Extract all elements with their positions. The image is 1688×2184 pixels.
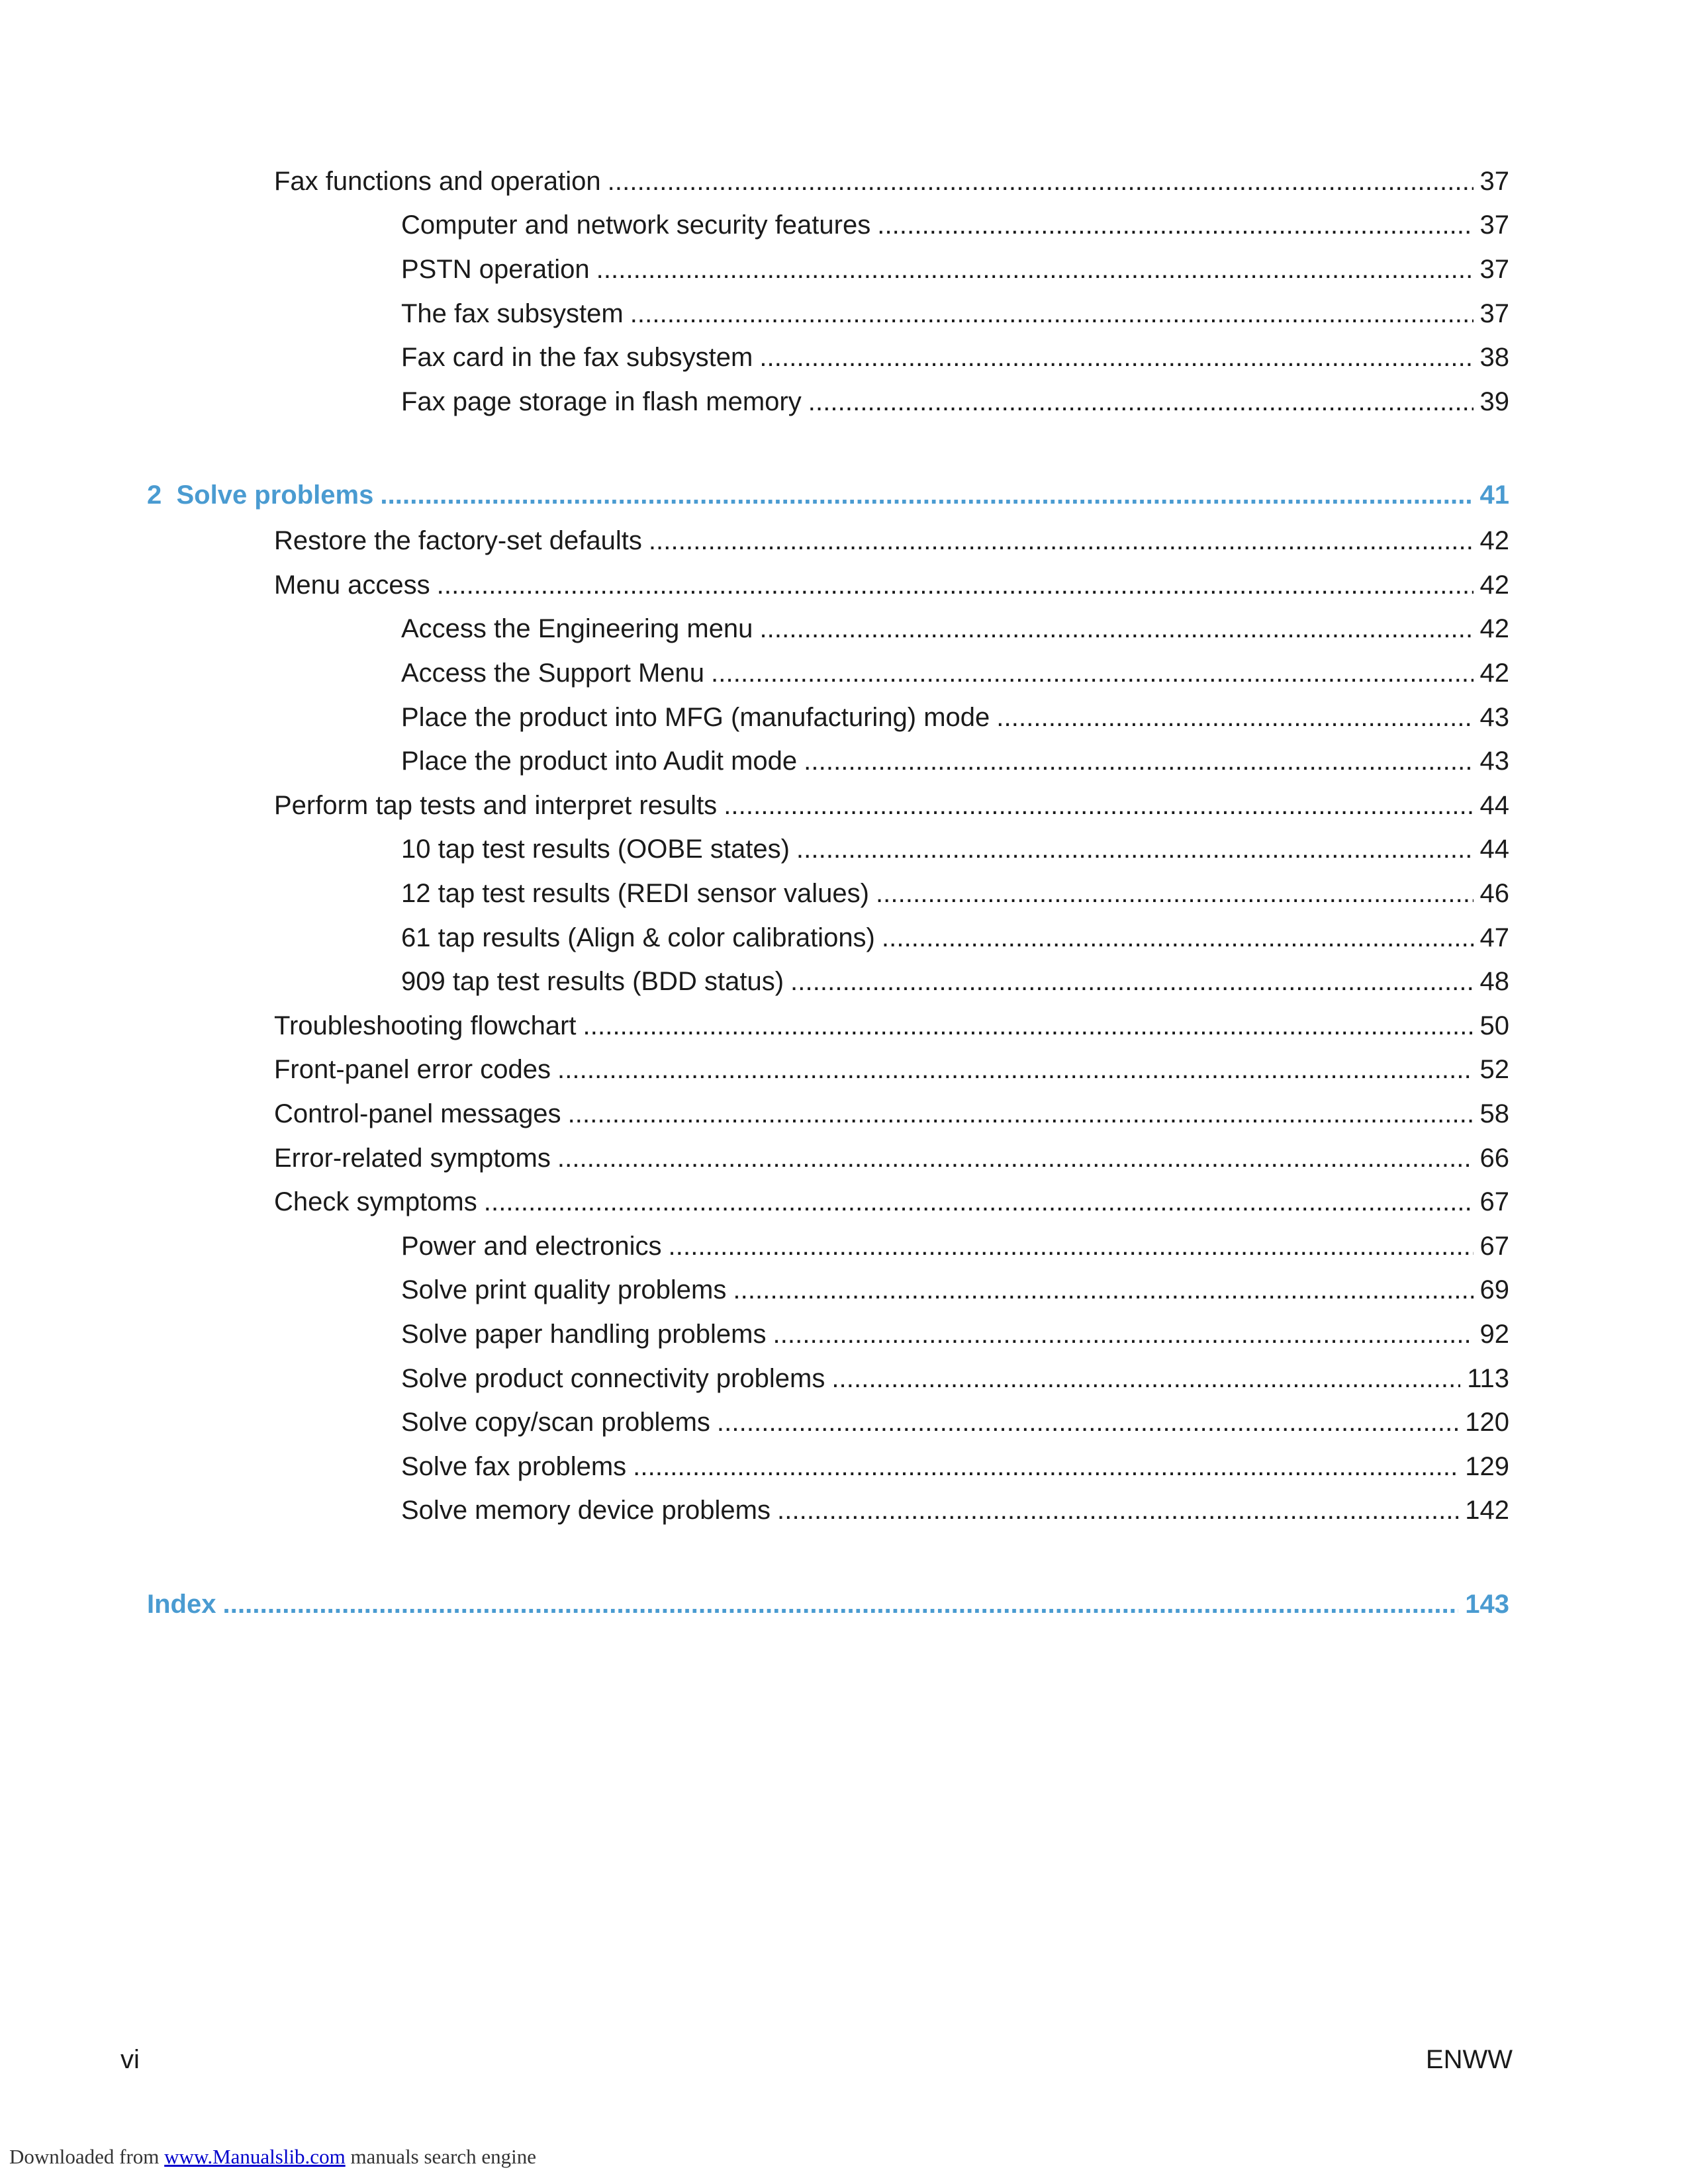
dot-leader <box>717 1406 1458 1438</box>
toc-entry-title: Place the product into Audit mode <box>401 747 798 776</box>
toc-entry-title: Solve memory device problems <box>401 1496 771 1525</box>
toc-entry-title: Solve print quality problems <box>401 1275 727 1304</box>
toc-entry-title: Fax functions and operation <box>274 167 601 196</box>
toc-entry-page: 142 <box>1465 1496 1509 1525</box>
toc-entry-paper-handling[interactable] <box>401 1318 1509 1350</box>
dot-leader <box>759 341 1473 373</box>
toc-entry-title: Front-panel error codes <box>274 1055 551 1084</box>
toc-chapter-page: 41 <box>1479 480 1509 510</box>
dot-leader <box>583 1010 1474 1042</box>
dot-leader <box>630 298 1474 330</box>
toc-entry-title: Solve product connectivity problems <box>401 1364 825 1393</box>
toc-entry-page: 47 <box>1479 923 1509 952</box>
toc-entry-page: 46 <box>1479 879 1509 908</box>
toc-entry-title: Menu access <box>274 570 430 600</box>
toc-entry-title: 61 tap results (Align & color calibrations) <box>401 923 875 952</box>
toc-entry-title: 909 tap test results (BDD status) <box>401 967 784 996</box>
toc-entry-title: Check symptoms <box>274 1187 477 1216</box>
download-note-suffix: manuals search engine <box>350 2145 537 2168</box>
toc-entry-page: 43 <box>1479 703 1509 732</box>
toc-entry-page: 37 <box>1479 255 1509 284</box>
toc-entry-front-panel-error-codes[interactable] <box>274 1054 1509 1085</box>
toc-entry-page: 37 <box>1479 167 1509 196</box>
toc-chapter-title: Index <box>147 1590 216 1619</box>
dot-leader <box>733 1274 1473 1306</box>
toc-entry-pstn-operation[interactable] <box>401 253 1509 285</box>
toc-entry-restore-defaults[interactable] <box>274 525 1509 557</box>
footer-doc-code: ENWW <box>1425 2045 1513 2074</box>
toc-entry-title: 12 tap test results (REDI sensor values) <box>401 879 869 908</box>
toc-entry-copy-scan[interactable] <box>401 1406 1509 1438</box>
toc-entry-10-tap[interactable] <box>401 833 1509 865</box>
toc-entry-title: Fax page storage in flash memory <box>401 387 802 416</box>
toc-entry-tap-tests[interactable] <box>274 790 1509 821</box>
toc-chapter-title: 2 Solve problems <box>147 480 374 510</box>
toc-entry-title: Solve paper handling problems <box>401 1320 767 1349</box>
toc-entry-mfg-mode[interactable] <box>401 702 1509 733</box>
toc-entry-security-features[interactable] <box>401 209 1509 241</box>
toc-entry-page: 58 <box>1479 1099 1509 1128</box>
toc-entry-audit-mode[interactable] <box>401 745 1509 777</box>
toc-entry-page: 67 <box>1479 1187 1509 1216</box>
dot-leader <box>808 386 1474 418</box>
toc-entry-title: 10 tap test results (OOBE states) <box>401 835 790 864</box>
dot-leader <box>669 1230 1474 1262</box>
toc-entry-page: 50 <box>1479 1011 1509 1040</box>
dot-leader <box>796 833 1474 865</box>
dot-leader <box>380 479 1473 511</box>
toc-entry-page: 44 <box>1479 791 1509 820</box>
dot-leader <box>557 1142 1474 1174</box>
toc-entry-page: 37 <box>1479 299 1509 328</box>
dot-leader <box>437 569 1474 601</box>
toc-entry-fax-problems[interactable] <box>401 1451 1509 1482</box>
toc-entry-page: 129 <box>1465 1452 1509 1481</box>
dot-leader <box>724 790 1473 821</box>
dot-leader <box>876 878 1474 909</box>
toc-entry-page: 37 <box>1479 210 1509 240</box>
toc-entry-page: 43 <box>1479 747 1509 776</box>
toc-entry-title: The fax subsystem <box>401 299 624 328</box>
dot-leader <box>996 702 1473 733</box>
toc-entry-title: Power and electronics <box>401 1232 662 1261</box>
toc-entry-check-symptoms[interactable] <box>274 1186 1509 1218</box>
toc-entry-title: Troubleshooting flowchart <box>274 1011 577 1040</box>
dot-leader <box>711 657 1473 689</box>
toc-entry-error-related-symptoms[interactable] <box>274 1142 1509 1174</box>
toc-chapter-index[interactable] <box>147 1588 1509 1620</box>
toc-entry-fax-subsystem[interactable] <box>401 298 1509 330</box>
toc-entry-title: Place the product into MFG (manufacturing) mode <box>401 703 990 732</box>
toc-entry-page: 44 <box>1479 835 1509 864</box>
toc-entry-fax-card[interactable] <box>401 341 1509 373</box>
toc-entry-page: 39 <box>1479 387 1509 416</box>
toc-entry-909-tap[interactable] <box>401 966 1509 997</box>
toc-entry-title: Restore the factory-set defaults <box>274 526 642 555</box>
toc-entry-page: 42 <box>1479 570 1509 600</box>
dot-leader <box>222 1588 1458 1620</box>
toc-entry-troubleshooting-flowchart[interactable] <box>274 1010 1509 1042</box>
toc-entry-title: Control-panel messages <box>274 1099 561 1128</box>
dot-leader <box>633 1451 1458 1482</box>
toc-entry-title: Solve copy/scan problems <box>401 1408 710 1437</box>
dot-leader <box>557 1054 1474 1085</box>
toc-entry-page: 69 <box>1479 1275 1509 1304</box>
dot-leader <box>608 165 1474 197</box>
toc-entry-title: Perform tap tests and interpret results <box>274 791 718 820</box>
toc-entry-title: Computer and network security features <box>401 210 871 240</box>
toc-entry-menu-access[interactable] <box>274 569 1509 601</box>
dot-leader <box>773 1318 1473 1350</box>
toc-entry-61-tap[interactable] <box>401 922 1509 954</box>
dot-leader <box>831 1363 1460 1394</box>
toc-entry-title: Solve fax problems <box>401 1452 627 1481</box>
toc-entry-fax-page-storage[interactable] <box>401 386 1509 418</box>
toc-entry-support-menu[interactable] <box>401 657 1509 689</box>
dot-leader <box>484 1186 1474 1218</box>
toc-entry-power-electronics[interactable] <box>401 1230 1509 1262</box>
download-note <box>9 2144 536 2169</box>
toc-entry-page: 66 <box>1479 1144 1509 1173</box>
toc-entry-title: Access the Engineering menu <box>401 614 753 643</box>
toc-entry-engineering-menu[interactable] <box>401 613 1509 645</box>
toc-entry-page: 38 <box>1479 343 1509 372</box>
dot-leader <box>790 966 1473 997</box>
toc-entry-fax-functions[interactable] <box>274 165 1509 197</box>
toc-entry-page: 42 <box>1479 659 1509 688</box>
toc-entry-title: Access the Support Menu <box>401 659 705 688</box>
toc-entry-connectivity[interactable] <box>401 1363 1509 1394</box>
footer-page-number: vi <box>120 2045 140 2074</box>
dot-leader <box>649 525 1474 557</box>
toc-entry-page: 42 <box>1479 614 1509 643</box>
toc-chapter-page: 143 <box>1465 1590 1509 1619</box>
dot-leader <box>777 1494 1458 1526</box>
download-note-prefix: Downloaded from <box>9 2145 160 2168</box>
dot-leader <box>759 613 1473 645</box>
dot-leader <box>596 253 1474 285</box>
toc-entry-title: PSTN operation <box>401 255 590 284</box>
toc-entry-control-panel-messages[interactable] <box>274 1098 1509 1130</box>
toc-entry-page: 92 <box>1479 1320 1509 1349</box>
dot-leader <box>804 745 1473 777</box>
manualslib-link[interactable]: www.Manualslib.com <box>164 2145 346 2168</box>
toc-entry-memory-device[interactable] <box>401 1494 1509 1526</box>
dot-leader <box>877 209 1473 241</box>
toc-entry-page: 67 <box>1479 1232 1509 1261</box>
toc-entry-12-tap[interactable] <box>401 878 1509 909</box>
toc-entry-page: 120 <box>1465 1408 1509 1437</box>
toc-entry-title: Fax card in the fax subsystem <box>401 343 753 372</box>
toc-entry-page: 52 <box>1479 1055 1509 1084</box>
toc-entry-title: Error-related symptoms <box>274 1144 551 1173</box>
toc-entry-page: 48 <box>1479 967 1509 996</box>
toc-entry-print-quality[interactable] <box>401 1274 1509 1306</box>
toc-chapter-solve-problems[interactable] <box>147 479 1509 511</box>
toc-entry-page: 113 <box>1467 1364 1509 1393</box>
dot-leader <box>882 922 1474 954</box>
toc-entry-page: 42 <box>1479 526 1509 555</box>
dot-leader <box>568 1098 1474 1130</box>
